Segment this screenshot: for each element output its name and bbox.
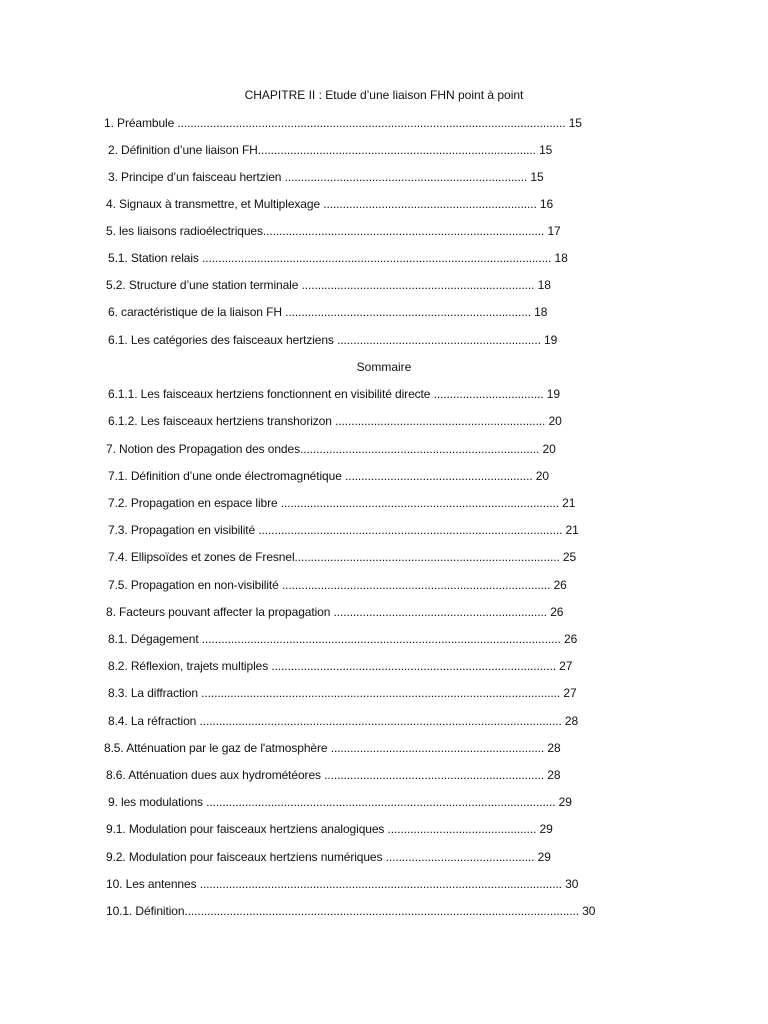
toc-entry[interactable]: 4. Signaux à transmettre, et Multiplexage .................................................................. 16 [106, 197, 554, 211]
toc-entry[interactable]: 7. Notion des Propagation des ondes.......................................................................... 20 [106, 442, 556, 456]
toc-entry[interactable]: 6.1.2. Les faisceaux hertziens transhorizon ................................................................. 20 [108, 414, 562, 428]
toc-entry[interactable]: 8.1. Dégagement ............................................................................................................... 26 [108, 632, 578, 646]
toc-entry[interactable]: 9. les modulations ............................................................................................................ 29 [108, 795, 572, 809]
toc-entry[interactable]: 8.5. Atténuation par le gaz de l'atmosphère .................................................................. 28 [104, 741, 561, 755]
toc-entry[interactable]: 5. les liaisons radioélectriques....................................................................................... 17 [106, 224, 561, 238]
toc-entry[interactable]: 8.4. La réfraction ................................................................................................................ 28 [108, 714, 579, 728]
toc-entry[interactable]: 8.3. La diffraction ............................................................................................................... 27 [108, 686, 577, 700]
toc-entry[interactable]: 7.5. Propagation en non-visibilité ................................................................................... 26 [108, 578, 567, 592]
toc-entry[interactable]: 7.3. Propagation en visibilité .............................................................................................. 21 [108, 523, 579, 537]
toc-entry[interactable]: 7.4. Ellipsoïdes et zones de Fresnel.................................................................................. 25 [108, 550, 577, 564]
toc-entry[interactable]: 9.1. Modulation pour faisceaux hertziens analogiques .............................................. 29 [106, 822, 553, 836]
toc-entry[interactable]: 6. caractéristique de la liaison FH ............................................................................ 18 [108, 305, 548, 319]
toc-entry[interactable]: 10. Les antennes ................................................................................................................ 30 [106, 877, 579, 891]
toc-entry[interactable]: 5.2. Structure d’une station terminale ........................................................................ 18 [106, 278, 551, 292]
toc-entry[interactable]: 7.2. Propagation en espace libre ...................................................................................... 21 [108, 496, 576, 510]
toc-entry[interactable]: 3. Principe d’un faisceau hertzien ........................................................................... 15 [108, 170, 544, 184]
chapter-heading: CHAPITRE II : Etude d’une liaison FHN point à point [244, 88, 524, 102]
toc-entry[interactable]: 9.2. Modulation pour faisceaux hertziens numériques .............................................. 29 [106, 850, 551, 864]
toc-entry[interactable]: 8.6. Atténuation dues aux hydrométéores .................................................................... 28 [106, 768, 561, 782]
toc-entry[interactable]: 10.1. Définition.......................................................................................................................... 30 [106, 904, 596, 918]
toc-entry[interactable]: 1. Préambule ........................................................................................................................ 15 [104, 116, 582, 130]
toc-entry[interactable]: 5.1. Station relais ............................................................................................................ 18 [108, 251, 568, 265]
toc-entry[interactable]: 6.1.1. Les faisceaux hertziens fonctionnent en visibilité directe .................................. 19 [108, 387, 560, 401]
toc-entry[interactable]: 7.1. Définition d’une onde électromagnétique .......................................................... 20 [108, 469, 549, 483]
section-label: Sommaire [356, 360, 412, 374]
toc-entry[interactable]: 8. Facteurs pouvant affecter la propagation .................................................................. 26 [106, 605, 564, 619]
toc-entry[interactable]: 8.2. Réflexion, trajets multiples ........................................................................................ 27 [108, 659, 573, 673]
toc-entry[interactable]: 2. Définition d’une liaison FH...................................................................................... 15 [108, 143, 553, 157]
toc-entry[interactable]: 6.1. Les catégories des faisceaux hertziens ............................................................... 19 [108, 333, 558, 347]
